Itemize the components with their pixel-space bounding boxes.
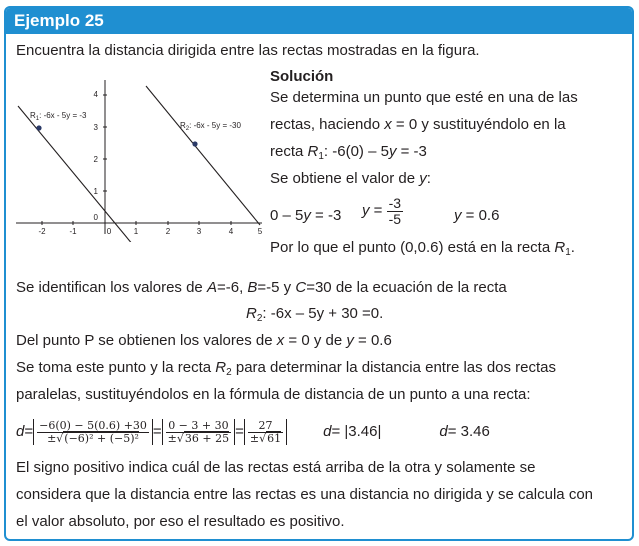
distance-formula: d = $\frac{-6(0) - 5(0.6) +30}{\text{±√(−6)² + (−5)²}}$ = $\frac{0 - 3 + 30}{\pm√36 + 25}$ = $\frac{27}{\pm√61}$ d = |3.46| d = 3.46 — [16, 418, 490, 445]
y-tick-label: 3 — [93, 123, 98, 132]
example-card — [4, 6, 634, 541]
x-tick-label: -1 — [69, 227, 77, 236]
problem-statement: Encuentra la distancia dirigida entre las rectas mostradas en la figura. — [16, 42, 480, 59]
result-abs-d: d — [323, 423, 332, 440]
y-tick-label: 4 — [93, 90, 98, 99]
x-tick-label: -2 — [38, 227, 46, 236]
y-tick-label: 2 — [93, 155, 98, 164]
solution-line: Por lo que el punto (0,0.6) está en la recta $R_1$. — [270, 239, 575, 258]
x-tick-label: 1 — [133, 227, 139, 236]
body-paragraph: El signo positivo indica cuál de las rectas está arriba de la otra y solamente se — [16, 459, 536, 476]
solution-line: Se obtiene el valor de y: — [270, 170, 431, 187]
absolute-fraction-1: $\frac{-6(0) - 5(0.6) +30}{\text{±√(−6)² + (−5)²}}$ — [33, 419, 153, 445]
solution-line: rectas, haciendo x = 0 y sustituyéndolo en la — [270, 116, 566, 133]
body-paragraph: Se toma este punto y la recta $R_2$ para determinar la distancia entre las dos rectas — [16, 359, 557, 378]
point-r2 — [192, 141, 197, 146]
solution-title: Solución — [270, 68, 334, 85]
line-r1-label: $R_1$: -6x - 5y = -3 — [30, 111, 87, 122]
result-d: d — [439, 423, 448, 440]
body-paragraph: Del punto P se obtienen los valores de x = 0 y de y = 0.6 — [16, 332, 392, 349]
line-r2 — [146, 86, 260, 225]
equation-step-2: y = $\frac{-3}{-5}$ — [362, 195, 402, 227]
y-tick-label: 1 — [93, 187, 98, 196]
x-tick-label: 4 — [228, 227, 234, 236]
fraction-numerator: -3 — [388, 195, 402, 211]
absolute-fraction-3: $\frac{27}{\pm√61}$ — [244, 419, 287, 445]
line-r2-label: $R_2$: -6x - 5y = -30 — [180, 121, 241, 132]
body-paragraph: considera que la distancia entre las rectas es una distancia no dirigida y se calcula con — [16, 486, 594, 503]
line-graph-figure — [10, 72, 266, 242]
point-r1 — [36, 125, 41, 130]
line-r1 — [18, 106, 138, 242]
x-tick-label: 0 — [106, 227, 112, 236]
body-equation: $R_2$: -6x – 5y + 30 =0. — [246, 305, 384, 324]
solution-line: recta $R_1$: -6(0) – 5y = -3 — [270, 143, 427, 162]
example-title: Ejemplo 25 — [6, 8, 632, 34]
solution-line: Se determina un punto que esté en una de las — [270, 89, 578, 106]
x-tick-label: 3 — [196, 227, 202, 236]
equation-step-1: 0 – 5y = -3 — [270, 207, 342, 224]
body-paragraph: el valor absoluto, por eso el resultado es positivo. — [16, 513, 345, 530]
fraction-denominator: -5 — [388, 210, 402, 227]
body-paragraph: Se identifican los valores de A=-6, B=-5 y C=30 de la ecuación de la recta — [16, 279, 507, 296]
body-paragraph: paralelas, sustituyéndolos en la fórmula de distancia de un punto a una recta: — [16, 386, 531, 403]
absolute-fraction-2: $\frac{0 - 3 + 30}{\pm√36 + 25}$ — [162, 419, 235, 445]
x-tick-label: 2 — [165, 227, 171, 236]
x-tick-label: 5 — [257, 227, 263, 236]
y-tick-label: 0 — [93, 213, 98, 222]
equation-step-3: y = 0.6 — [454, 207, 500, 224]
